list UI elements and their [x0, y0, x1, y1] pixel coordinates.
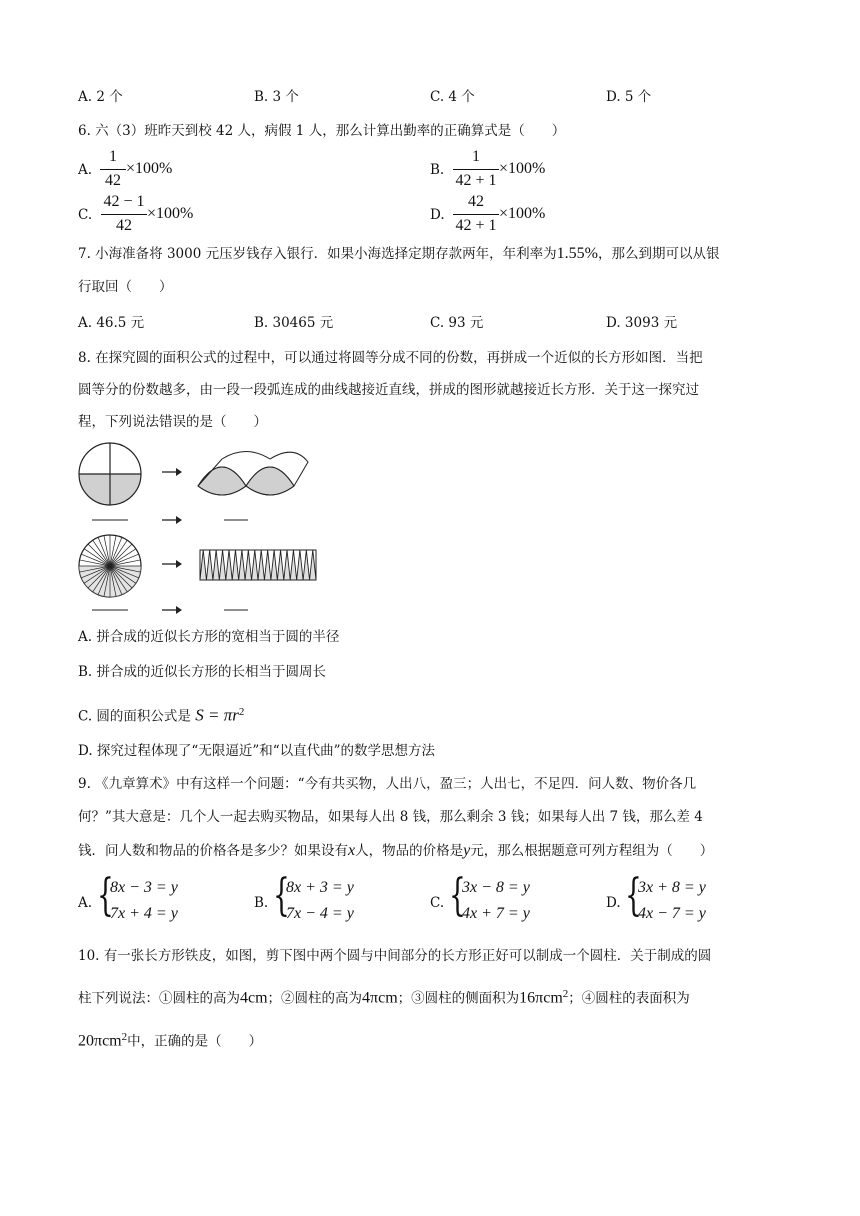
fraction-bar	[100, 169, 126, 170]
q7-line2: 行取回（ ）	[78, 279, 173, 295]
q6-a-fraction	[100, 148, 126, 194]
q7-option-c: C. 93 元	[430, 315, 484, 331]
q9-option-c-label: C.	[430, 895, 445, 911]
q8-option-a: A. 拼合成的近似长方形的宽相当于圆的半径	[78, 629, 340, 645]
fraction-bar	[453, 169, 499, 170]
q7-line1-tail: ，那么到期可以从银	[597, 246, 720, 262]
area-formula: S = πr	[195, 705, 239, 725]
q5-option-a: A. 2 个	[78, 89, 123, 105]
q10-value-4-exponent: 2	[121, 1031, 128, 1043]
q9-line2: 何？”其大意是：几个人一起去购买物品，如果每人出 8 钱，那么剩余 3 钱；如果每人出 7 钱，那么差 4	[78, 809, 703, 825]
q9-line3-mid: 人，物品的价格是	[355, 843, 464, 859]
q9-option-b-eq2: 7x − 4 = y	[286, 905, 354, 922]
q6-b-tail: ×100%	[499, 160, 546, 177]
q10-value-1: 4cm	[240, 989, 268, 1007]
q6-d-denominator: 42 + 1	[455, 217, 497, 234]
q6-b-fraction	[453, 148, 499, 194]
q9-option-d-eq1: 3x + 8 = y	[638, 879, 706, 896]
q10-line2-text: 柱下列说法：①圆柱的高为	[78, 990, 240, 1007]
q6-b-denominator: 42 + 1	[455, 172, 497, 189]
q10-line2	[78, 985, 690, 1008]
q9-line3	[78, 842, 713, 860]
q9-option-b-label: B.	[254, 895, 269, 911]
q9-option-b-eq1: 8x + 3 = y	[286, 879, 354, 896]
q8-line3: 程，下列说法错误的是（ ）	[78, 414, 267, 430]
q10-line3-text: 中，正确的是（ ）	[127, 1033, 263, 1050]
q10-line2-text-2: ；②圆柱的高为	[267, 990, 363, 1007]
q6-c-tail: ×100%	[147, 205, 194, 222]
brace-icon: {	[273, 870, 290, 921]
q6-c-label: C.	[78, 207, 93, 223]
q8-option-b: B. 拼合成的近似长方形的长相当于圆周长	[78, 664, 327, 680]
q7-option-b: B. 30465 元	[254, 315, 334, 331]
q10-line2-text-4: ；④圆柱的表面积为	[568, 990, 690, 1007]
q10-value-3-exponent: 2	[562, 988, 569, 1000]
q6-c-denominator: 42	[116, 217, 132, 234]
q9-option-a-eq2: 7x + 4 = y	[110, 905, 178, 922]
q7-rate: 1.55%	[556, 245, 598, 262]
brace-icon: {	[97, 870, 114, 921]
q8-option-d: D. 探究过程体现了“无限逼近”和“以直代曲”的数学思想方法	[78, 743, 436, 759]
q9-line3-text: 钱．问人数和物品的价格各是多少？如果设有	[78, 843, 348, 859]
circle-four-parts	[79, 443, 141, 505]
q10-value-4: 20πcm	[78, 1032, 122, 1050]
q6-a-tail: ×100%	[126, 160, 173, 177]
q6-c-fraction	[101, 193, 147, 239]
q9-option-a-eq1: 8x − 3 = y	[110, 879, 178, 896]
rearranged-four-parts	[198, 452, 308, 496]
q9-option-c-eq2: 4x + 7 = y	[462, 905, 530, 922]
q7-option-d: D. 3093 元	[606, 315, 678, 331]
q6-b-label: B.	[430, 162, 445, 178]
q8-line2: 圆等分的份数越多，由一段一段弧连成的曲线越接近直线，拼成的图形就越接近长方形．关于这一探究过	[78, 382, 699, 398]
q9-option-d-label: D.	[606, 895, 621, 911]
arrow-icon	[162, 468, 182, 476]
q7-line1	[78, 245, 719, 263]
q5-option-c: C. 4 个	[430, 89, 475, 105]
brace-icon: {	[625, 870, 642, 921]
q8-option-c-text: C. 圆的面积公式是	[78, 708, 191, 725]
q9-option-c-eq1: 3x − 8 = y	[462, 879, 530, 896]
q8-option-c	[78, 703, 244, 726]
fraction-bar	[453, 214, 499, 215]
q6-a-denominator: 42	[105, 172, 121, 189]
q6-d-numerator: 42	[468, 193, 484, 210]
q5-option-b: B. 3 个	[254, 89, 299, 105]
q10-value-3: 16πcm	[519, 989, 563, 1007]
q7-line1-text: 7. 小海准备将 3000 元压岁钱存入银行．如果小海选择定期存款两年，年利率为	[78, 246, 557, 262]
q5-option-d: D. 5 个	[606, 89, 652, 105]
q10-value-2: 4πcm	[362, 989, 398, 1007]
rearranged-many-parts	[200, 550, 316, 580]
q6-d-label: D.	[430, 207, 445, 223]
arrow-icon	[162, 516, 182, 524]
brace-icon: {	[449, 870, 466, 921]
q6-b-numerator: 1	[472, 148, 480, 165]
q6-a-numerator: 1	[109, 148, 117, 165]
circle-many-parts	[79, 535, 141, 597]
q9-line3-tail: 元，那么根据题意可列方程组为（ ）	[470, 843, 714, 859]
q9-line1: 9. 《九章算术》中有这样一个问题：“今有共买物，人出八，盈三；人出七，不足四．问人数、物价各几	[78, 776, 697, 792]
arrow-icon	[162, 560, 182, 568]
arrow-icon	[162, 606, 182, 614]
q6-d-fraction	[453, 193, 499, 239]
q10-line1: 10. 有一张长方形铁皮，如图，剪下图中两个圆与中间部分的长方形正好可以制成一个圆柱．关于制成的圆	[78, 948, 712, 964]
q8-line1: 8. 在探究圆的面积公式的过程中，可以通过将圆等分成不同的份数，再拼成一个近似的长方形如图．当把	[78, 350, 703, 366]
q10-line3	[78, 1028, 262, 1051]
q10-line2-text-3: ；③圆柱的侧面积为	[397, 990, 520, 1007]
q9-option-a-label: A.	[78, 895, 93, 911]
circle-area-figure	[70, 440, 330, 620]
q6-c-numerator: 42 − 1	[103, 193, 145, 210]
fraction-bar	[101, 214, 147, 215]
q6-d-tail: ×100%	[499, 205, 546, 222]
var-y: y	[463, 842, 471, 859]
q9-option-d-eq2: 4x − 7 = y	[638, 905, 706, 922]
area-formula-exponent: 2	[238, 706, 245, 718]
q6-a-label: A.	[78, 162, 93, 178]
var-x: x	[348, 842, 356, 859]
q7-option-a: A. 46.5 元	[78, 315, 145, 331]
q6-stem: 6. 六（3）班昨天到校 42 人，病假 1 人，那么计算出勤率的正确算式是（ ）	[78, 123, 566, 139]
